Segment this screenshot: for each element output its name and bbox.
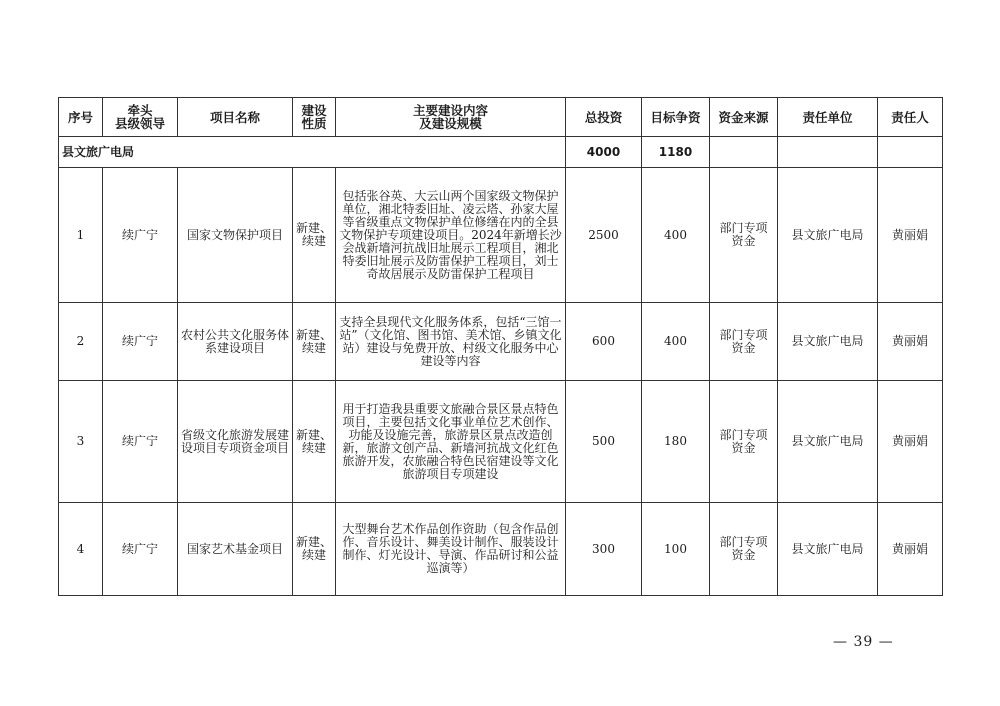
row-source: 部门专项 资金 — [710, 503, 778, 596]
row-nature: 新建、 续建 — [293, 303, 336, 381]
project-table — [58, 97, 943, 596]
row-seq: 1 — [59, 168, 103, 303]
row-unit: 县文旅广电局 — [778, 168, 878, 303]
row-target: 400 — [642, 303, 710, 381]
row-target: 400 — [642, 168, 710, 303]
row-target: 100 — [642, 503, 710, 596]
row-person: 黄丽娟 — [878, 381, 943, 503]
department-target: 1180 — [642, 137, 710, 168]
row-leader: 续广宁 — [103, 168, 178, 303]
table-row — [59, 303, 943, 381]
department-empty-unit — [778, 137, 878, 168]
row-person: 黄丽娟 — [878, 303, 943, 381]
row-nature: 新建、 续建 — [293, 503, 336, 596]
table-row — [59, 381, 943, 503]
row-nature: 新建、 续建 — [293, 381, 336, 503]
row-project-name: 国家文物保护项目 — [178, 168, 293, 303]
header-leader: 牵头 县级领导 — [103, 98, 178, 137]
row-leader: 续广宁 — [103, 381, 178, 503]
header-seq: 序号 — [59, 98, 103, 137]
row-unit: 县文旅广电局 — [778, 303, 878, 381]
row-content: 包括张谷英、大云山两个国家级文物保护单位，湘北特委旧址、凌云塔、孙家大屋等省级重点文物保护单位修缮在内的全县文物保护专项建设项目。2024年新增长沙会战新墙河抗战旧址展示工程项目，湘北特委旧址展示及防雷保护工程项目，刘士奇故居展示及防雷保护工程项目 — [336, 168, 566, 303]
page-number: — 39 — — [833, 634, 894, 650]
header-row — [59, 98, 943, 137]
row-source: 部门专项 资金 — [710, 168, 778, 303]
row-person: 黄丽娟 — [878, 503, 943, 596]
row-total: 2500 — [566, 168, 642, 303]
row-total: 500 — [566, 381, 642, 503]
department-row — [59, 137, 943, 168]
header-person: 责任人 — [878, 98, 943, 137]
row-project-name: 农村公共文化服务体系建设项目 — [178, 303, 293, 381]
row-leader: 续广宁 — [103, 503, 178, 596]
row-seq: 2 — [59, 303, 103, 381]
department-empty-source — [710, 137, 778, 168]
row-project-name: 国家艺术基金项目 — [178, 503, 293, 596]
row-source: 部门专项 资金 — [710, 381, 778, 503]
header-source: 资金来源 — [710, 98, 778, 137]
row-content: 大型舞台艺术作品创作资助（包含作品创作、音乐设计、舞美设计制作、服装设计制作、灯光设计、导演、作品研讨和公益巡演等） — [336, 503, 566, 596]
row-unit: 县文旅广电局 — [778, 381, 878, 503]
table-row — [59, 503, 943, 596]
row-person: 黄丽娟 — [878, 168, 943, 303]
header-name: 项目名称 — [178, 98, 293, 137]
header-target: 目标争资 — [642, 98, 710, 137]
header-total: 总投资 — [566, 98, 642, 137]
department-name: 县文旅广电局 — [59, 137, 566, 168]
row-seq: 3 — [59, 381, 103, 503]
row-total: 300 — [566, 503, 642, 596]
row-nature: 新建、 续建 — [293, 168, 336, 303]
row-source: 部门专项 资金 — [710, 303, 778, 381]
header-content: 主要建设内容 及建设规模 — [336, 98, 566, 137]
row-leader: 续广宁 — [103, 303, 178, 381]
header-nature: 建设 性质 — [293, 98, 336, 137]
department-total: 4000 — [566, 137, 642, 168]
row-content: 支持全县现代文化服务体系，包括“三馆一站”（文化馆、图书馆、美术馆、乡镇文化站）建设与免费开放、村级文化服务中心建设等内容 — [336, 303, 566, 381]
row-seq: 4 — [59, 503, 103, 596]
row-target: 180 — [642, 381, 710, 503]
row-project-name: 省级文化旅游发展建设项目专项资金项目 — [178, 381, 293, 503]
table-row — [59, 168, 943, 303]
row-total: 600 — [566, 303, 642, 381]
department-empty-person — [878, 137, 943, 168]
header-unit: 责任单位 — [778, 98, 878, 137]
row-content: 用于打造我县重要文旅融合景区景点特色项目，主要包括文化事业单位艺术创作、功能及设施完善，旅游景区景点改造创新，旅游文创产品、新墙河抗战文化红色旅游开发，农旅融合特色民宿建设等文化旅游项目专项建设 — [336, 381, 566, 503]
row-unit: 县文旅广电局 — [778, 503, 878, 596]
